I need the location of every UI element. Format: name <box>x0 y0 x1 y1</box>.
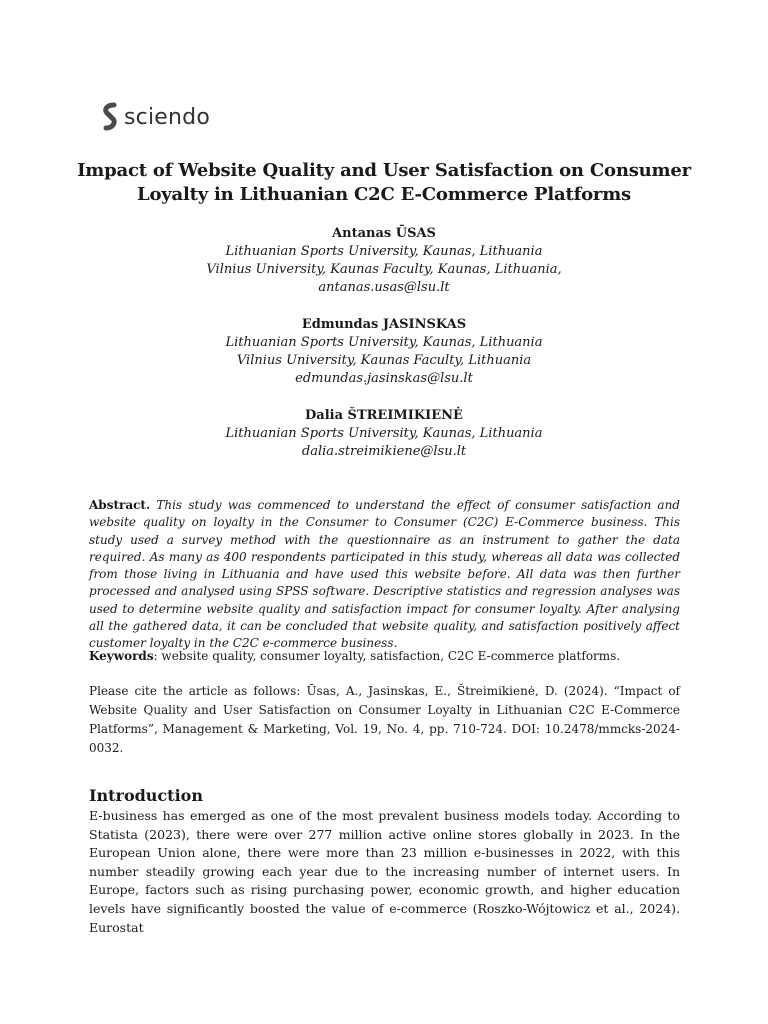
keywords <box>89 648 680 665</box>
author-name: Edmundas JASINSKAS <box>301 317 467 332</box>
keywords-label: Keywords <box>89 649 154 663</box>
abstract <box>89 497 680 653</box>
author-name: Antanas ŪSAS <box>332 226 436 241</box>
sciendo-logo-icon <box>100 102 120 132</box>
publisher-logo <box>100 101 210 133</box>
author-affiliation: Lithuanian Sports University, Kaunas, Lithuania <box>225 335 543 350</box>
author-name: Dalia ŠTREIMIKIENĖ <box>305 408 463 423</box>
author-affiliation: Vilnius University, Kaunas Faculty, Lithuania <box>236 353 532 368</box>
author-affiliation: Lithuanian Sports University, Kaunas, Lithuania <box>225 426 543 441</box>
abstract-text: This study was commenced to understand the effect of consumer satisfaction and website quality on loyalty in the Consumer to Consumer (C2C) E-Commerce business. This study used a survey method with the questionnaire as an instrument to gather the data required. As many as 400 respondents participated in this study, whereas all data was collected from those living in Lithuania and have used this website before. All data was then further processed and analysed using SPSS software. Descriptive statistics and regression analyses was used to determine website quality and satisfaction impact for consumer loyalty. After analysing all the gathered data, it can be concluded that website quality, and satisfaction positively affect customer loyalty in the C2C e-commerce business. <box>89 498 680 651</box>
abstract-label: Abstract. <box>89 498 151 512</box>
author-email: antanas.usas@lsu.lt <box>318 280 450 295</box>
author-email: dalia.streimikiene@lsu.lt <box>301 444 467 459</box>
author-affiliation: Lithuanian Sports University, Kaunas, Lithuania <box>225 244 543 259</box>
author-affiliation: Vilnius University, Kaunas Faculty, Kaunas, Lithuania, <box>206 262 562 277</box>
logo-text: sciendo <box>124 104 210 130</box>
author-block-1 <box>60 225 708 297</box>
paper-title: Impact of Website Quality and User Satisfaction on Consumer Loyalty in Lithuanian C2C E-Commerce Platforms <box>77 160 691 205</box>
section-heading-introduction: Introduction <box>89 786 203 805</box>
author-block-3 <box>60 407 708 461</box>
keywords-text: : website quality, consumer loyalty, satisfaction, C2C E-commerce platforms. <box>153 649 621 663</box>
author-block-2 <box>60 316 708 388</box>
introduction-text: E-business has emerged as one of the most prevalent business models today. According to Statista (2023), there were over 277 million active online stores globally in 2023. In the European Union alone, there were more than 23 million e-businesses in 2022, with this number steadily growing each year due to the increasing number of internet users. In Europe, factors such as rising purchasing power, economic growth, and higher education levels have significantly boosted the value of e-commerce (Roszko-Wójtowicz et al., 2024). Eurostat <box>89 808 680 935</box>
citation-note: Please cite the article as follows: Ūsas, A., Jasinskas, E., Štreimikienė, D. (2024). “Impact of Website Quality and User Satisfaction on Consumer Loyalty in Lithuanian C2C E-Commerce Platforms”, Management & Marketing, Vol. 19, No. 4, pp. 710-724. DOI: 10.2478/mmcks-2024-0032. <box>89 684 680 755</box>
author-email: edmundas.jasinskas@lsu.lt <box>295 371 473 386</box>
